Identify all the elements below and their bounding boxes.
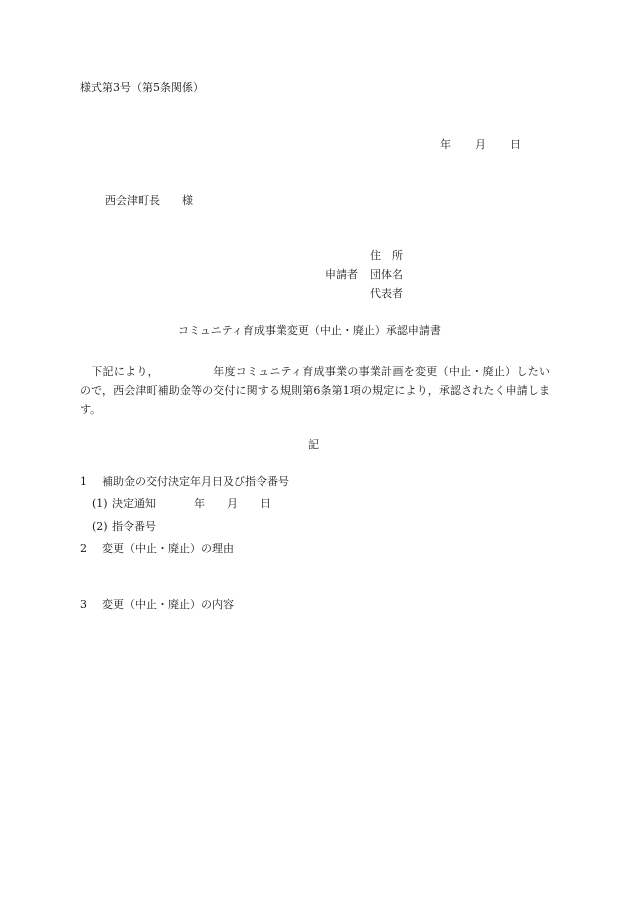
item-3	[80, 597, 234, 612]
applicant-fields	[370, 248, 403, 305]
date-year: 年	[440, 138, 451, 151]
item-1-sub-1	[92, 496, 271, 511]
document-title: コミュニティ育成事業変更（中止・廃止）承認申請書	[178, 324, 441, 337]
addressee	[105, 193, 193, 208]
addressee-name: 西会津町長	[105, 194, 160, 207]
body-lead: 下記により，	[91, 365, 159, 378]
item-1-number: 1	[80, 475, 87, 488]
item-2-number: 2	[80, 542, 87, 555]
item-2	[80, 541, 234, 556]
applicant-representative-label: 代表者	[370, 287, 403, 300]
item-1-sub-1-number: (1)	[92, 497, 108, 510]
date-month: 月	[475, 138, 486, 151]
application-date	[440, 137, 521, 152]
applicant-address-label: 住 所	[370, 249, 403, 262]
item-1-sub-2-label: 指令番号	[112, 520, 156, 533]
date-day: 日	[510, 138, 521, 151]
form-number: 様式第3号（第5条関係）	[80, 81, 204, 94]
item-3-label: 変更（中止・廃止）の内容	[102, 598, 234, 611]
item-1-sub-1-day: 日	[260, 497, 271, 510]
item-2-label: 変更（中止・廃止）の理由	[102, 542, 234, 555]
item-1	[80, 474, 289, 489]
applicant-label: 申請者	[325, 268, 358, 281]
applicant-organization-label: 団体名	[370, 268, 403, 281]
item-3-number: 3	[80, 598, 87, 611]
item-1-sub-1-label: 決定通知	[112, 497, 156, 510]
item-1-sub-1-year: 年	[194, 497, 205, 510]
item-1-sub-2	[92, 519, 156, 534]
addressee-honorific: 様	[182, 194, 193, 207]
item-1-label: 補助金の交付決定年月日及び指令番号	[102, 475, 289, 488]
body-rest: 年度コミュニティ育成事業の事業計画を変更（中止・廃止）したいので，西会津町補助金等の交付に関する規則第6条第1項の規定により，承認されたく申請します。	[80, 365, 551, 416]
item-1-sub-2-number: (2)	[92, 520, 108, 533]
ki-heading: 記	[308, 438, 319, 451]
item-1-sub-1-month: 月	[227, 497, 238, 510]
body-paragraph	[80, 362, 550, 419]
